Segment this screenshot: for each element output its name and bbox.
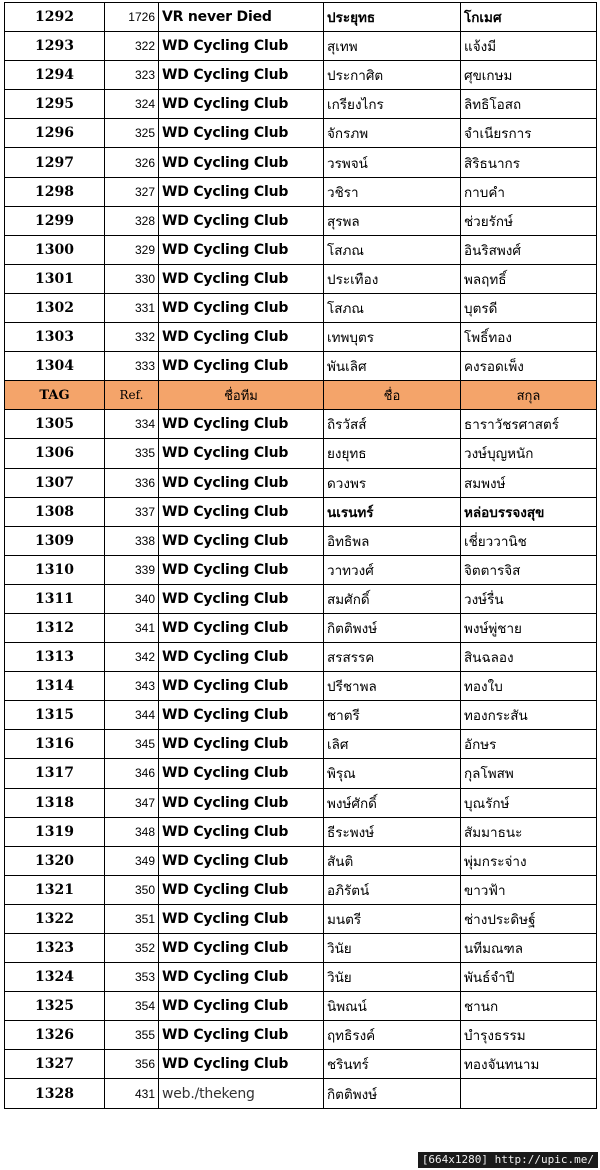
tag-cell: 1318 bbox=[5, 788, 105, 817]
last-name-cell: บุตรดี bbox=[461, 293, 597, 322]
first-name-cell: ถิรวัสส์ bbox=[324, 410, 461, 439]
tag-cell: 1304 bbox=[5, 352, 105, 381]
first-name-cell: ชาตรี bbox=[324, 701, 461, 730]
table-row bbox=[5, 3, 597, 32]
last-name-cell: สินฉลอง bbox=[461, 643, 597, 672]
ref-cell: 349 bbox=[105, 846, 159, 875]
tag-cell: 1295 bbox=[5, 90, 105, 119]
last-name-cell: ช่างประดิษฐ์ bbox=[461, 904, 597, 933]
tag-cell: 1319 bbox=[5, 817, 105, 846]
team-cell: WD Cycling Club bbox=[159, 963, 324, 992]
table-row bbox=[5, 90, 597, 119]
ref-cell: 324 bbox=[105, 90, 159, 119]
first-name-cell: ดวงพร bbox=[324, 468, 461, 497]
ref-cell: 344 bbox=[105, 701, 159, 730]
tag-cell: 1300 bbox=[5, 235, 105, 264]
team-cell: WD Cycling Club bbox=[159, 555, 324, 584]
first-name-cell: สุรพล bbox=[324, 206, 461, 235]
first-name-cell: พันเลิศ bbox=[324, 352, 461, 381]
first-name-cell: วาทวงศ์ bbox=[324, 555, 461, 584]
last-name-cell: พันธ์จำปี bbox=[461, 963, 597, 992]
ref-cell: 348 bbox=[105, 817, 159, 846]
ref-cell: 355 bbox=[105, 1021, 159, 1050]
header-row bbox=[5, 381, 597, 410]
first-name-cell: ชรินทร์ bbox=[324, 1050, 461, 1079]
table-row bbox=[5, 1079, 597, 1108]
first-name-cell: เลิศ bbox=[324, 730, 461, 759]
ref-cell: 1726 bbox=[105, 3, 159, 32]
team-cell: WD Cycling Club bbox=[159, 497, 324, 526]
first-name-cell: จักรภพ bbox=[324, 119, 461, 148]
team-cell: WD Cycling Club bbox=[159, 235, 324, 264]
team-cell: WD Cycling Club bbox=[159, 439, 324, 468]
team-cell: WD Cycling Club bbox=[159, 817, 324, 846]
tag-cell: 1314 bbox=[5, 672, 105, 701]
ref-cell: 329 bbox=[105, 235, 159, 264]
last-name-cell: คงรอดเพ็ง bbox=[461, 352, 597, 381]
last-name-cell: พลฤทธิ์ bbox=[461, 264, 597, 293]
tag-cell: 1325 bbox=[5, 992, 105, 1021]
tag-cell: 1313 bbox=[5, 643, 105, 672]
tag-cell: 1302 bbox=[5, 293, 105, 322]
table-header bbox=[5, 381, 597, 410]
table-row bbox=[5, 759, 597, 788]
last-name-cell: บำรุงธรรม bbox=[461, 1021, 597, 1050]
last-name-cell: สมพงษ์ bbox=[461, 468, 597, 497]
tag-cell: 1321 bbox=[5, 875, 105, 904]
team-cell: WD Cycling Club bbox=[159, 264, 324, 293]
last-name-cell: พุ่มกระจ่าง bbox=[461, 846, 597, 875]
last-name-cell: หล่อบรรจงสุข bbox=[461, 497, 597, 526]
team-cell: WD Cycling Club bbox=[159, 788, 324, 817]
tag-cell: 1320 bbox=[5, 846, 105, 875]
table-row bbox=[5, 904, 597, 933]
registration-table bbox=[4, 2, 597, 1109]
ref-cell: 336 bbox=[105, 468, 159, 497]
team-cell: WD Cycling Club bbox=[159, 846, 324, 875]
ref-cell: 322 bbox=[105, 32, 159, 61]
table-row bbox=[5, 293, 597, 322]
ref-cell: 333 bbox=[105, 352, 159, 381]
table-row bbox=[5, 61, 597, 90]
first-name-cell: ธีระพงษ์ bbox=[324, 817, 461, 846]
ref-cell: 341 bbox=[105, 613, 159, 642]
team-cell: web./thekeng bbox=[159, 1079, 324, 1108]
last-name-cell: กุลโพสพ bbox=[461, 759, 597, 788]
team-cell: VR never Died bbox=[159, 3, 324, 32]
table-row bbox=[5, 934, 597, 963]
ref-cell: 326 bbox=[105, 148, 159, 177]
table-row bbox=[5, 672, 597, 701]
last-name-cell: ชานก bbox=[461, 992, 597, 1021]
tag-cell: 1327 bbox=[5, 1050, 105, 1079]
last-name-cell: วงษ์รื่น bbox=[461, 584, 597, 613]
tag-cell: 1305 bbox=[5, 410, 105, 439]
last-name-cell: บุณรักษ์ bbox=[461, 788, 597, 817]
team-cell: WD Cycling Club bbox=[159, 992, 324, 1021]
table-row bbox=[5, 788, 597, 817]
ref-cell: 323 bbox=[105, 61, 159, 90]
last-name-cell: แจ้งมี bbox=[461, 32, 597, 61]
ref-cell: 330 bbox=[105, 264, 159, 293]
table-row bbox=[5, 264, 597, 293]
table-row bbox=[5, 439, 597, 468]
tag-cell: 1296 bbox=[5, 119, 105, 148]
team-cell: WD Cycling Club bbox=[159, 352, 324, 381]
table-row bbox=[5, 352, 597, 381]
tag-cell: 1292 bbox=[5, 3, 105, 32]
first-name-cell: วินัย bbox=[324, 934, 461, 963]
table-row bbox=[5, 410, 597, 439]
first-name-cell: นเรนทร์ bbox=[324, 497, 461, 526]
ref-cell: 356 bbox=[105, 1050, 159, 1079]
first-name-cell: พงษ์ศักดิ์ bbox=[324, 788, 461, 817]
last-name-cell: สิริธนากร bbox=[461, 148, 597, 177]
team-cell: WD Cycling Club bbox=[159, 730, 324, 759]
team-cell: WD Cycling Club bbox=[159, 119, 324, 148]
team-cell: WD Cycling Club bbox=[159, 32, 324, 61]
table-row bbox=[5, 206, 597, 235]
first-name-cell: พิรุณ bbox=[324, 759, 461, 788]
last-name-cell: อักษร bbox=[461, 730, 597, 759]
last-name-cell bbox=[461, 1079, 597, 1108]
table-row bbox=[5, 730, 597, 759]
tag-cell: 1315 bbox=[5, 701, 105, 730]
ref-cell: 345 bbox=[105, 730, 159, 759]
ref-cell: 353 bbox=[105, 963, 159, 992]
first-name-cell: สรสรรค bbox=[324, 643, 461, 672]
team-cell: WD Cycling Club bbox=[159, 293, 324, 322]
first-name-cell: กิตติพงษ์ bbox=[324, 1079, 461, 1108]
tag-cell: 1322 bbox=[5, 904, 105, 933]
team-cell: WD Cycling Club bbox=[159, 875, 324, 904]
team-cell: WD Cycling Club bbox=[159, 61, 324, 90]
watermark: [664x1280] http://upic.me/ bbox=[418, 1152, 598, 1168]
tag-cell: 1328 bbox=[5, 1079, 105, 1108]
table-row bbox=[5, 526, 597, 555]
table-row bbox=[5, 468, 597, 497]
first-name-cell: ฤทธิรงค์ bbox=[324, 1021, 461, 1050]
last-name-cell: โพธิ์ทอง bbox=[461, 323, 597, 352]
team-cell: WD Cycling Club bbox=[159, 1021, 324, 1050]
team-cell: WD Cycling Club bbox=[159, 206, 324, 235]
first-name-cell: เกรียงไกร bbox=[324, 90, 461, 119]
table-row bbox=[5, 701, 597, 730]
ref-cell: 342 bbox=[105, 643, 159, 672]
tag-cell: 1299 bbox=[5, 206, 105, 235]
last-name-cell: ธาราวัชรศาสตร์ bbox=[461, 410, 597, 439]
first-name-cell: อิทธิพล bbox=[324, 526, 461, 555]
table-body-top bbox=[5, 3, 597, 381]
first-name-cell: ประกาศิต bbox=[324, 61, 461, 90]
last-name-cell: วงษ์บุญหนัก bbox=[461, 439, 597, 468]
team-cell: WD Cycling Club bbox=[159, 701, 324, 730]
team-cell: WD Cycling Club bbox=[159, 410, 324, 439]
last-name-cell: อินริสพงศ์ bbox=[461, 235, 597, 264]
first-name-cell: สุเทพ bbox=[324, 32, 461, 61]
first-name-cell: ยงยุทธ bbox=[324, 439, 461, 468]
last-name-cell: โกเมศ bbox=[461, 3, 597, 32]
ref-cell: 350 bbox=[105, 875, 159, 904]
tag-cell: 1326 bbox=[5, 1021, 105, 1050]
team-cell: WD Cycling Club bbox=[159, 148, 324, 177]
last-name-cell: ทองกระสัน bbox=[461, 701, 597, 730]
team-cell: WD Cycling Club bbox=[159, 1050, 324, 1079]
tag-cell: 1312 bbox=[5, 613, 105, 642]
last-name-cell: กาบคำ bbox=[461, 177, 597, 206]
ref-cell: 352 bbox=[105, 934, 159, 963]
ref-cell: 338 bbox=[105, 526, 159, 555]
tag-cell: 1308 bbox=[5, 497, 105, 526]
table-row bbox=[5, 32, 597, 61]
ref-cell: 335 bbox=[105, 439, 159, 468]
ref-cell: 346 bbox=[105, 759, 159, 788]
team-cell: WD Cycling Club bbox=[159, 759, 324, 788]
tag-cell: 1303 bbox=[5, 323, 105, 352]
first-name-cell: วินัย bbox=[324, 963, 461, 992]
ref-cell: 431 bbox=[105, 1079, 159, 1108]
ref-cell: 337 bbox=[105, 497, 159, 526]
first-name-cell: กิตติพงษ์ bbox=[324, 613, 461, 642]
tag-cell: 1311 bbox=[5, 584, 105, 613]
table-row bbox=[5, 817, 597, 846]
last-name-cell: ช่วยรักษ์ bbox=[461, 206, 597, 235]
tag-cell: 1317 bbox=[5, 759, 105, 788]
tag-cell: 1301 bbox=[5, 264, 105, 293]
header-last-name: สกุล bbox=[461, 381, 597, 410]
last-name-cell: นทีมณฑล bbox=[461, 934, 597, 963]
ref-cell: 327 bbox=[105, 177, 159, 206]
first-name-cell: โสภณ bbox=[324, 293, 461, 322]
ref-cell: 331 bbox=[105, 293, 159, 322]
table-row bbox=[5, 148, 597, 177]
table-row bbox=[5, 584, 597, 613]
team-cell: WD Cycling Club bbox=[159, 177, 324, 206]
table-row bbox=[5, 963, 597, 992]
table-row bbox=[5, 992, 597, 1021]
ref-cell: 332 bbox=[105, 323, 159, 352]
last-name-cell: ศุขเกษม bbox=[461, 61, 597, 90]
first-name-cell: มนตรี bbox=[324, 904, 461, 933]
first-name-cell: อภิรัตน์ bbox=[324, 875, 461, 904]
tag-cell: 1293 bbox=[5, 32, 105, 61]
table-row bbox=[5, 1050, 597, 1079]
table-row bbox=[5, 119, 597, 148]
table-row bbox=[5, 613, 597, 642]
last-name-cell: สัมมาธนะ bbox=[461, 817, 597, 846]
tag-cell: 1323 bbox=[5, 934, 105, 963]
tag-cell: 1324 bbox=[5, 963, 105, 992]
table-row bbox=[5, 555, 597, 584]
ref-cell: 351 bbox=[105, 904, 159, 933]
tag-cell: 1307 bbox=[5, 468, 105, 497]
first-name-cell: ประยุทธ bbox=[324, 3, 461, 32]
team-cell: WD Cycling Club bbox=[159, 904, 324, 933]
first-name-cell: เทพบุตร bbox=[324, 323, 461, 352]
tag-cell: 1316 bbox=[5, 730, 105, 759]
team-cell: WD Cycling Club bbox=[159, 323, 324, 352]
header-team: ชื่อทีม bbox=[159, 381, 324, 410]
header-first-name: ชื่อ bbox=[324, 381, 461, 410]
last-name-cell: ทองใบ bbox=[461, 672, 597, 701]
tag-cell: 1297 bbox=[5, 148, 105, 177]
team-cell: WD Cycling Club bbox=[159, 584, 324, 613]
team-cell: WD Cycling Club bbox=[159, 934, 324, 963]
table-row bbox=[5, 235, 597, 264]
table-row bbox=[5, 846, 597, 875]
last-name-cell: ทองจันทนาม bbox=[461, 1050, 597, 1079]
team-cell: WD Cycling Club bbox=[159, 643, 324, 672]
first-name-cell: สมศักดิ์ bbox=[324, 584, 461, 613]
last-name-cell: ขาวฟ้า bbox=[461, 875, 597, 904]
last-name-cell: พงษ์พู่ชาย bbox=[461, 613, 597, 642]
last-name-cell: เชี่ยววานิช bbox=[461, 526, 597, 555]
ref-cell: 340 bbox=[105, 584, 159, 613]
first-name-cell: นิพณน์ bbox=[324, 992, 461, 1021]
tag-cell: 1306 bbox=[5, 439, 105, 468]
ref-cell: 347 bbox=[105, 788, 159, 817]
ref-cell: 343 bbox=[105, 672, 159, 701]
team-cell: WD Cycling Club bbox=[159, 526, 324, 555]
last-name-cell: จำเนียรการ bbox=[461, 119, 597, 148]
ref-cell: 328 bbox=[105, 206, 159, 235]
ref-cell: 334 bbox=[105, 410, 159, 439]
first-name-cell: สันติ bbox=[324, 846, 461, 875]
table-body-bottom bbox=[5, 410, 597, 1108]
header-ref: Ref. bbox=[105, 381, 159, 410]
tag-cell: 1294 bbox=[5, 61, 105, 90]
table-row bbox=[5, 1021, 597, 1050]
ref-cell: 354 bbox=[105, 992, 159, 1021]
table-row bbox=[5, 497, 597, 526]
team-cell: WD Cycling Club bbox=[159, 613, 324, 642]
table-row bbox=[5, 323, 597, 352]
first-name-cell: วรพจน์ bbox=[324, 148, 461, 177]
first-name-cell: ประเทือง bbox=[324, 264, 461, 293]
table-row bbox=[5, 875, 597, 904]
team-cell: WD Cycling Club bbox=[159, 672, 324, 701]
tag-cell: 1309 bbox=[5, 526, 105, 555]
header-tag: TAG bbox=[5, 381, 105, 410]
first-name-cell: โสภณ bbox=[324, 235, 461, 264]
first-name-cell: ปรีชาพล bbox=[324, 672, 461, 701]
first-name-cell: วชิรา bbox=[324, 177, 461, 206]
table-row bbox=[5, 177, 597, 206]
last-name-cell: ลิทธิโอสถ bbox=[461, 90, 597, 119]
team-cell: WD Cycling Club bbox=[159, 468, 324, 497]
ref-cell: 339 bbox=[105, 555, 159, 584]
team-cell: WD Cycling Club bbox=[159, 90, 324, 119]
tag-cell: 1298 bbox=[5, 177, 105, 206]
tag-cell: 1310 bbox=[5, 555, 105, 584]
last-name-cell: จิตตารจิส bbox=[461, 555, 597, 584]
ref-cell: 325 bbox=[105, 119, 159, 148]
table-row bbox=[5, 643, 597, 672]
